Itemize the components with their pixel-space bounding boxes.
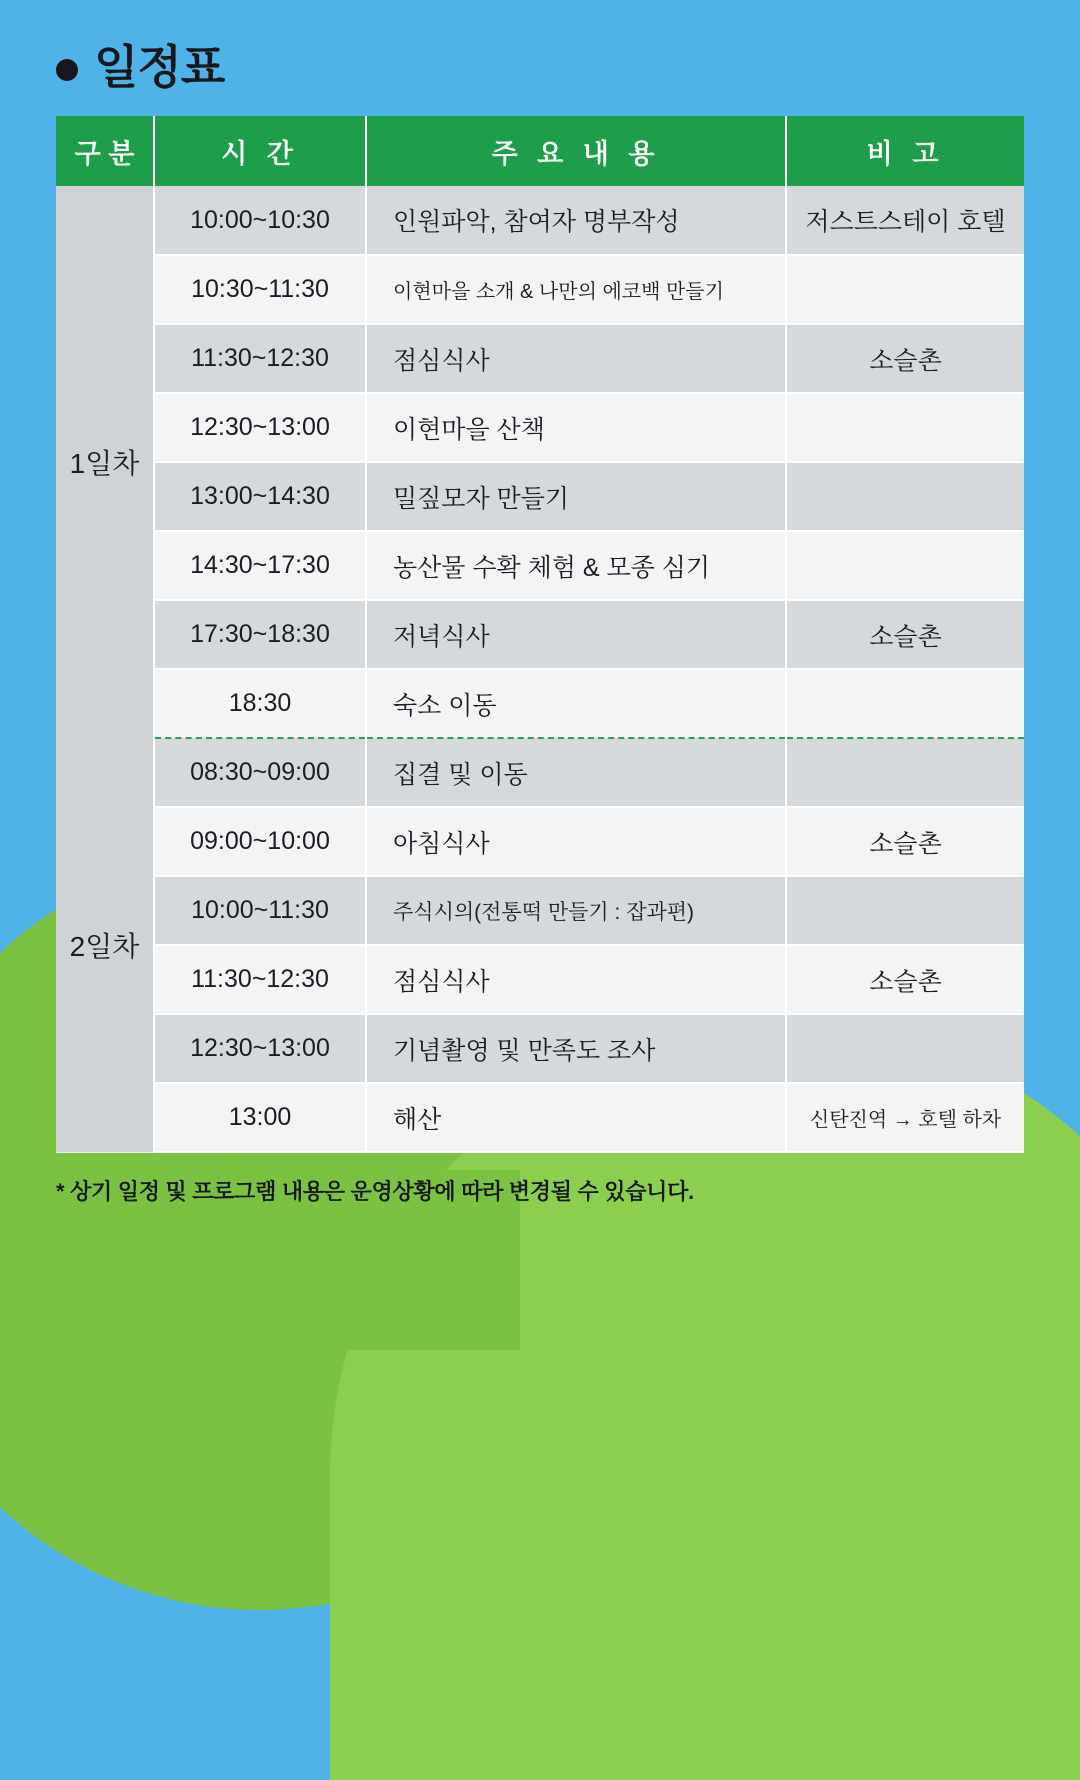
cell-note — [786, 462, 1024, 531]
column-header-time: 시 간 — [154, 116, 366, 186]
cell-note: 소슬촌 — [786, 324, 1024, 393]
cell-time: 11:30~12:30 — [154, 324, 366, 393]
cell-content: 저녁식사 — [366, 600, 786, 669]
cell-content: 이현마을 산책 — [366, 393, 786, 462]
cell-time: 17:30~18:30 — [154, 600, 366, 669]
cell-time: 10:00~10:30 — [154, 186, 366, 255]
table-row — [56, 1083, 1024, 1152]
table-row — [56, 531, 1024, 600]
day-label-day1: 1일차 — [56, 186, 154, 738]
cell-time: 10:00~11:30 — [154, 876, 366, 945]
cell-note — [786, 876, 1024, 945]
page-title-row — [56, 41, 1024, 93]
cell-content: 점심식사 — [366, 324, 786, 393]
cell-note — [786, 531, 1024, 600]
table-row — [56, 255, 1024, 324]
cell-time: 13:00~14:30 — [154, 462, 366, 531]
column-header-division: 구 분 — [56, 116, 154, 186]
table-body — [56, 186, 1024, 1152]
column-header-content: 주 요 내 용 — [366, 116, 786, 186]
table-row — [56, 324, 1024, 393]
table-row — [56, 945, 1024, 1014]
cell-time: 08:30~09:00 — [154, 738, 366, 807]
cell-time: 09:00~10:00 — [154, 807, 366, 876]
footnote: * 상기 일정 및 프로그램 내용은 운영상황에 따라 변경될 수 있습니다. — [56, 1179, 694, 1204]
cell-note: 신탄진역 → 호텔 하차 — [786, 1083, 1024, 1152]
cell-content: 집결 및 이동 — [366, 738, 786, 807]
cell-note: 소슬촌 — [786, 945, 1024, 1014]
cell-note — [786, 738, 1024, 807]
cell-content: 주식시의(전통떡 만들기 : 잡과편) — [366, 876, 786, 945]
cell-time: 18:30 — [154, 669, 366, 738]
cell-note: 저스트스테이 호텔 — [786, 186, 1024, 255]
cell-time: 11:30~12:30 — [154, 945, 366, 1014]
cell-content: 해산 — [366, 1083, 786, 1152]
cell-content: 기념촬영 및 만족도 조사 — [366, 1014, 786, 1083]
day-label-day2: 2일차 — [56, 738, 154, 1152]
cell-note — [786, 255, 1024, 324]
cell-note — [786, 669, 1024, 738]
cell-content: 점심식사 — [366, 945, 786, 1014]
cell-time: 10:30~11:30 — [154, 255, 366, 324]
cell-content: 농산물 수확 체험 & 모종 심기 — [366, 531, 786, 600]
cell-time: 12:30~13:00 — [154, 393, 366, 462]
table-header-row — [56, 116, 1024, 186]
table-row — [56, 876, 1024, 945]
cell-content: 이현마을 소개 & 나만의 에코백 만들기 — [366, 255, 786, 324]
cell-content: 인원파악, 참여자 명부작성 — [366, 186, 786, 255]
table-row — [56, 393, 1024, 462]
table-row — [56, 669, 1024, 738]
page-title: 일정표 — [94, 41, 225, 93]
table-row — [56, 807, 1024, 876]
cell-time: 12:30~13:00 — [154, 1014, 366, 1083]
table-header — [56, 116, 1024, 186]
table-row — [56, 600, 1024, 669]
table-row — [56, 738, 1024, 807]
cell-note: 소슬촌 — [786, 807, 1024, 876]
cell-content: 아침식사 — [366, 807, 786, 876]
column-header-note: 비 고 — [786, 116, 1024, 186]
cell-note — [786, 393, 1024, 462]
cell-content: 밀짚모자 만들기 — [366, 462, 786, 531]
cell-content: 숙소 이동 — [366, 669, 786, 738]
cell-time: 13:00 — [154, 1083, 366, 1152]
table-row — [56, 186, 1024, 255]
schedule-table — [56, 116, 1024, 1153]
cell-note: 소슬촌 — [786, 600, 1024, 669]
bullet-dot-icon — [56, 59, 78, 81]
cell-time: 14:30~17:30 — [154, 531, 366, 600]
table-row — [56, 462, 1024, 531]
table-row — [56, 1014, 1024, 1083]
cell-note — [786, 1014, 1024, 1083]
